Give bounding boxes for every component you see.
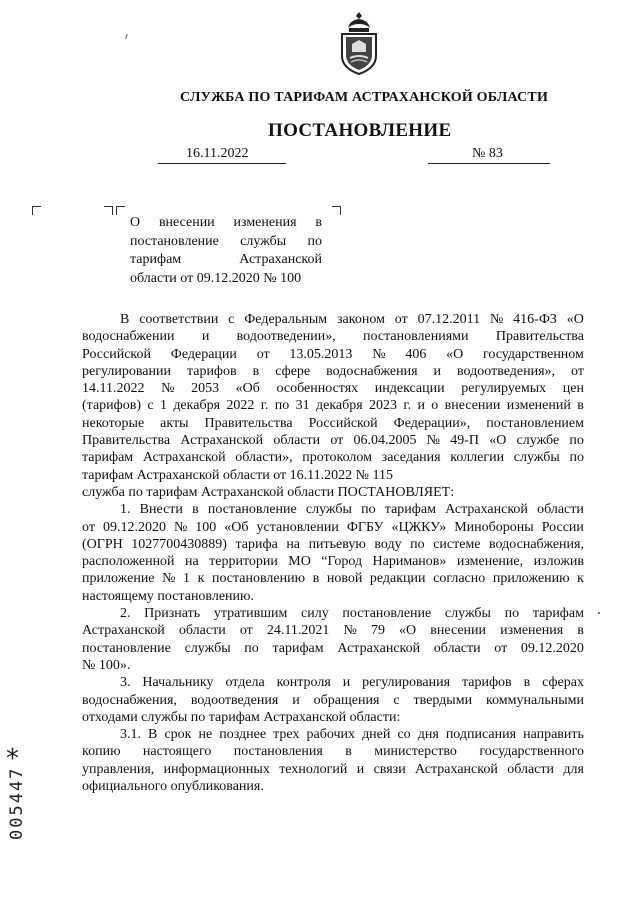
subject-word: в	[315, 215, 322, 230]
word: 07.12.2011	[417, 312, 481, 327]
corner-mark	[32, 206, 41, 215]
item-2-line: № 100».	[82, 657, 131, 673]
preamble-line	[82, 397, 584, 414]
word: Признать	[144, 606, 201, 622]
word: по	[274, 398, 290, 414]
word: водоснабжения,	[82, 692, 177, 708]
word: постановления	[233, 744, 323, 760]
word: с	[228, 312, 235, 327]
word: постановлением	[486, 415, 584, 431]
word: связи	[373, 761, 406, 777]
word: внесении	[430, 623, 487, 639]
word: информационных	[163, 761, 270, 777]
word: тарифам	[272, 640, 324, 656]
item-1-line	[82, 501, 584, 518]
word: приложению	[492, 571, 570, 587]
word: на	[184, 554, 199, 570]
word: водоотведения»,	[457, 363, 556, 379]
word: №	[173, 519, 188, 535]
item-1-line	[82, 570, 584, 587]
word: протоколом	[302, 450, 372, 466]
word: 79	[370, 623, 385, 639]
word: утратившим	[213, 606, 288, 622]
word: Минобороны	[454, 519, 534, 535]
word: рабочих	[306, 727, 356, 743]
word: коммунальными	[485, 692, 584, 708]
word: срок	[164, 727, 192, 743]
subject-word: О	[130, 215, 141, 230]
subject-word: Астраханской	[239, 252, 322, 267]
word: 09.12.2020	[520, 640, 584, 656]
word: Нариманов»	[372, 554, 447, 570]
word: тарифам	[384, 502, 436, 518]
preamble-line	[82, 432, 584, 449]
word: на	[286, 536, 301, 552]
word: 100	[195, 519, 217, 535]
word: тарифам	[82, 450, 134, 466]
word: г.	[260, 398, 269, 414]
word: питьевую	[308, 536, 366, 552]
word: декабря	[173, 398, 221, 414]
preamble-line	[82, 346, 584, 363]
word: В	[148, 727, 158, 743]
word: России	[541, 519, 584, 535]
word: и	[417, 398, 425, 414]
word: Федерации»,	[393, 415, 471, 431]
word: от	[571, 363, 584, 379]
document-subject	[130, 214, 322, 288]
document-type-title: ПОСТАНОВЛЕНИЕ	[268, 120, 452, 141]
word: Федерации	[170, 346, 237, 362]
item-3-paragraph	[82, 674, 584, 726]
corner-mark	[116, 206, 125, 215]
subject-word: изменения	[233, 215, 297, 230]
word: не	[198, 727, 213, 743]
item-1-paragraph	[82, 501, 584, 605]
word: дней	[362, 727, 391, 743]
word: постановление	[207, 502, 297, 518]
word: согласно	[433, 571, 486, 587]
word: 13.05.2013	[289, 346, 353, 362]
word: по	[361, 502, 376, 518]
word: воду	[374, 536, 402, 552]
word: отдела	[225, 675, 265, 691]
word: Астраханской	[337, 640, 421, 656]
subject-line	[130, 214, 322, 233]
item-3-line	[82, 692, 584, 709]
word: и	[356, 761, 365, 777]
word: по	[569, 450, 584, 466]
word: государственного	[479, 744, 584, 760]
word: в	[192, 502, 199, 518]
subject-word: внесении	[158, 215, 215, 230]
word: 1	[159, 398, 167, 414]
word: В	[120, 312, 130, 327]
word: в	[577, 623, 584, 639]
word: заседания	[381, 450, 441, 466]
preamble-line: тарифам Астраханской области от 16.11.2022 № 115	[82, 467, 393, 483]
word: государственном	[483, 346, 584, 362]
preamble-line	[82, 380, 584, 397]
word: №	[161, 381, 175, 397]
word: регулировании	[82, 363, 171, 379]
word: системе	[433, 536, 481, 552]
word: области	[178, 623, 226, 639]
word: позднее	[219, 727, 267, 743]
word: по	[504, 606, 520, 622]
word: постановление	[342, 606, 432, 622]
word: соответствии	[139, 312, 219, 327]
word: водоснабжения	[326, 363, 418, 379]
word: №	[162, 571, 176, 587]
word: к	[577, 571, 584, 587]
item-3-1-line	[82, 726, 584, 743]
preamble-line	[82, 415, 584, 432]
word: №	[426, 433, 441, 449]
word: области	[433, 640, 481, 656]
word: в	[252, 363, 260, 379]
word: в	[523, 675, 531, 691]
item-3-1-line	[82, 761, 584, 778]
document-body	[82, 311, 584, 795]
word: технологий	[279, 761, 348, 777]
margin-serial-number: 005447	[7, 766, 27, 840]
word: по	[410, 536, 425, 552]
word: водоснабжении	[82, 329, 175, 345]
word: “Город	[321, 554, 363, 570]
word: особенностях	[276, 381, 359, 397]
word: Федеральным	[244, 312, 328, 327]
word: службы	[305, 502, 352, 518]
word: Внести	[139, 502, 183, 518]
word: №	[489, 312, 504, 327]
item-3-line	[82, 674, 584, 691]
word: с	[393, 692, 400, 708]
word: изменения	[500, 623, 564, 639]
word: со	[397, 727, 411, 743]
word: от	[330, 433, 344, 449]
word: водоотведения	[190, 692, 279, 708]
item-2-line	[82, 605, 584, 622]
word: изменений	[506, 398, 571, 414]
scan-speck	[598, 612, 600, 614]
word: области	[507, 761, 555, 777]
corner-mark	[104, 206, 113, 215]
word: декабря	[315, 398, 363, 414]
word: Астраханской	[142, 450, 226, 466]
word: водоснабжения,	[489, 536, 584, 552]
word: Начальнику	[142, 675, 214, 691]
word: изложив	[533, 554, 584, 570]
word: копию	[82, 744, 121, 760]
word: службы	[513, 450, 560, 466]
word: 2023	[369, 398, 398, 414]
word: с	[147, 398, 154, 414]
word: Российской	[82, 346, 151, 362]
word: «О	[489, 433, 507, 449]
word: постановлению	[211, 571, 306, 587]
preamble-line	[82, 311, 584, 328]
word: МО	[288, 554, 311, 570]
word: управления,	[82, 761, 155, 777]
word: тарифов	[461, 675, 512, 691]
subject-line: области от 09.12.2020 № 100	[130, 270, 302, 286]
word: 1	[183, 571, 191, 587]
word: для	[563, 761, 584, 777]
word: г.	[403, 398, 412, 414]
subject-line	[130, 251, 322, 270]
word: министерство	[374, 744, 457, 760]
corner-mark	[332, 206, 341, 215]
word: 2022	[226, 398, 255, 414]
word: постановлениями	[363, 329, 469, 345]
word: тарифам	[532, 606, 584, 622]
item-3-line: отходами службы по тарифам Астраханской области:	[82, 709, 401, 725]
word: коллегии	[450, 450, 505, 466]
word: 3.	[120, 675, 131, 691]
word: дня	[417, 727, 439, 743]
item-3-1-line	[82, 743, 584, 760]
word: «Об	[235, 381, 260, 397]
coat-of-arms-emblem	[336, 10, 382, 76]
word: регулирования	[362, 675, 451, 691]
word: в	[577, 398, 584, 414]
margin-star-mark: *	[6, 744, 19, 774]
subject-word: по	[307, 233, 322, 249]
word: 31	[295, 398, 310, 414]
word: от	[256, 346, 270, 362]
word: сферах	[542, 675, 584, 691]
word: по	[244, 640, 259, 656]
word: обращения	[313, 692, 380, 708]
word: в	[345, 744, 352, 760]
subject-line	[130, 233, 322, 252]
scan-mark	[125, 34, 128, 39]
preamble-line	[82, 363, 584, 380]
item-2-line	[82, 640, 584, 657]
word: 1027700430889)	[131, 536, 227, 552]
item-2-line	[82, 622, 584, 639]
word: 06.04.2005	[353, 433, 417, 449]
subject-word: постановление	[130, 233, 219, 249]
word: Астраханской	[415, 761, 498, 777]
word: редакции	[369, 571, 426, 587]
word: службы	[444, 606, 491, 622]
word: «Об	[224, 519, 249, 535]
word: установлении	[256, 519, 339, 535]
word: цен	[562, 381, 584, 397]
word: внесении	[444, 398, 501, 414]
decree-line: служба по тарифам Астраханской области ПОСТАНОВЛЯЕТ:	[82, 484, 455, 500]
word: и	[201, 329, 210, 345]
word: 2053	[191, 381, 220, 397]
item-3-1-line: официального опубликования.	[82, 779, 264, 795]
word: №	[343, 623, 357, 639]
word: изменение,	[456, 554, 524, 570]
word: Правительства	[204, 415, 293, 431]
word: некоторые	[82, 415, 145, 431]
word: и	[292, 692, 300, 708]
item-1-line	[82, 519, 584, 536]
word: 14.11.2022	[82, 381, 145, 397]
word: о	[431, 398, 439, 414]
word: ФГБУ	[346, 519, 384, 535]
word: Правительства	[495, 329, 584, 345]
word: сфере	[275, 363, 311, 379]
item-1-line	[82, 536, 584, 553]
word: 406	[405, 346, 427, 362]
word: области	[537, 502, 584, 518]
word: 24.11.2021	[266, 623, 330, 639]
word: 1.	[120, 502, 131, 518]
word: тарифа	[235, 536, 278, 552]
word: по	[569, 433, 584, 449]
word: «О	[566, 312, 584, 327]
word: области»,	[235, 450, 293, 466]
word: тарифов	[186, 363, 237, 379]
word: от	[82, 519, 95, 535]
word: 2.	[120, 606, 131, 622]
word: области	[273, 433, 321, 449]
preamble-line	[82, 328, 584, 345]
word: новой	[326, 571, 363, 587]
word: акты	[160, 415, 189, 431]
word: (ОГРН	[82, 536, 123, 552]
word: 3.1.	[120, 727, 141, 743]
subject-word: службы	[240, 233, 287, 249]
document-number: № 83	[472, 146, 503, 161]
item-3-1-paragraph	[82, 726, 584, 795]
word: силу	[301, 606, 329, 622]
word: 49-П	[450, 433, 480, 449]
word: регулируемых	[461, 381, 547, 397]
word: постановление	[82, 640, 171, 656]
word: Астраханской	[82, 623, 165, 639]
word: расположенной	[82, 554, 175, 570]
item-1-line: настоящему постановлению.	[82, 588, 254, 604]
word: 09.12.2020	[102, 519, 166, 535]
word: направить	[523, 727, 584, 743]
word: твердыми	[413, 692, 473, 708]
word: от	[494, 640, 508, 656]
word: и	[342, 675, 351, 691]
word: 416-ФЗ	[513, 312, 557, 327]
word: приложение	[82, 571, 155, 587]
word: в	[312, 571, 320, 587]
word: №	[372, 346, 386, 362]
word: Астраханской	[180, 433, 264, 449]
word: настоящего	[142, 744, 212, 760]
word: индексации	[374, 381, 445, 397]
word: «О	[399, 623, 417, 639]
word: Правительства	[82, 433, 171, 449]
preamble-paragraph	[82, 311, 584, 484]
item-2-paragraph	[82, 605, 584, 674]
word: Российской	[308, 415, 378, 431]
word: законом	[337, 312, 385, 327]
word: службе	[516, 433, 560, 449]
word: службы	[184, 640, 231, 656]
word: водоотведении»,	[236, 329, 336, 345]
preamble-line	[82, 449, 584, 466]
word: трех	[273, 727, 300, 743]
word: (тарифов)	[82, 398, 142, 414]
word: «ЦЖКУ»	[391, 519, 447, 535]
item-1-line	[82, 553, 584, 570]
word: контроля	[276, 675, 331, 691]
word: от	[394, 312, 408, 327]
word: от	[239, 623, 253, 639]
word: территории	[209, 554, 278, 570]
word: «О	[446, 346, 464, 362]
agency-name-text: СЛУЖБА ПО ТАРИФАМ АСТРАХАНСКОЙ ОБЛАСТИ	[180, 90, 549, 105]
word: подписания	[445, 727, 517, 743]
word: и	[433, 363, 442, 379]
document-date: 16.11.2022	[186, 146, 249, 161]
word: к	[197, 571, 205, 587]
subject-word: тарифам	[130, 252, 182, 267]
word: Астраханской	[445, 502, 528, 518]
